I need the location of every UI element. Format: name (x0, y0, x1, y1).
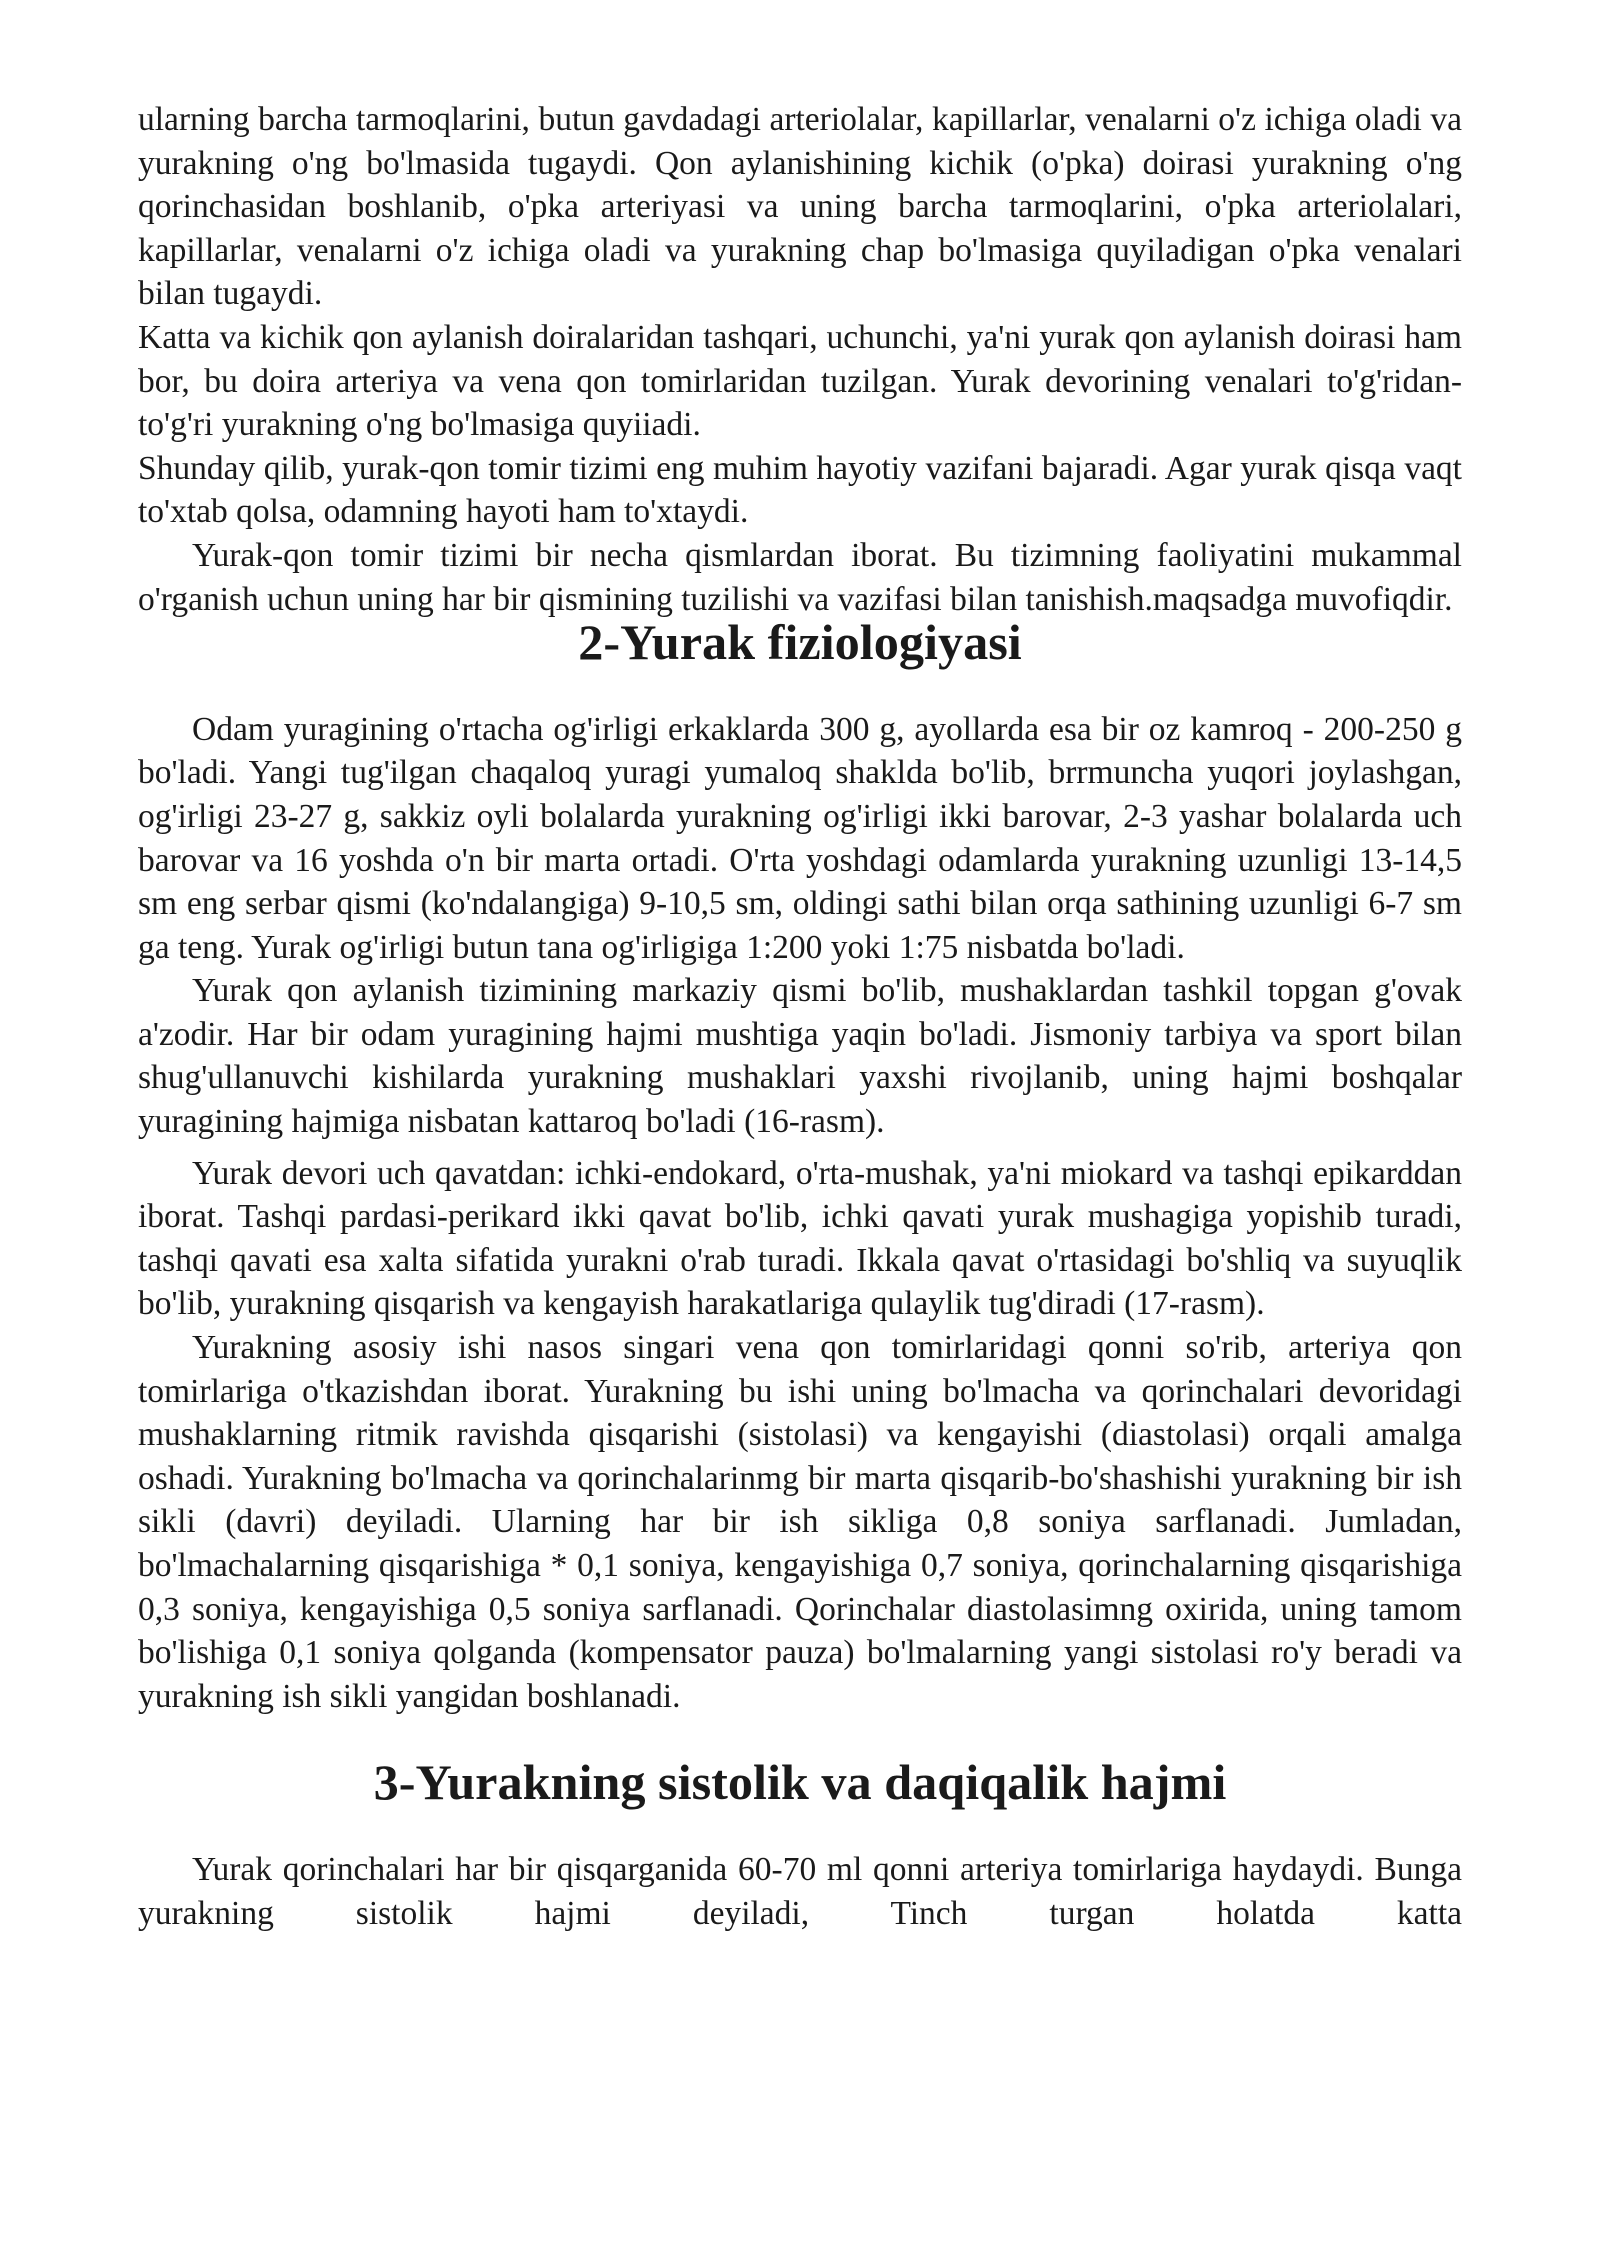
section-heading-heart-physiology: 2-Yurak fiziologiyasi (578, 614, 1022, 671)
heading-spacer (138, 665, 1462, 708)
paragraph-blood-circulation-circles: ularning barcha tarmoqlarini, butun gavdadagi arteriolalar, kapillarlar, venalarni o'z ichiga oladi va yurakning o'ng bo'lmasida tugaydi. Qon aylanishining kichik (o'pka) doirasi yurakning o'ng qorinchasidan boshlanib, o'pka arteriyasi va uning barcha tarmoqlarini, o'pka arteriolalari, kapillarlar, venalarni o'z ichiga oladi va yurakning chap bo'lmasiga quyiladigan o'pka venalari bilan tugaydi. (138, 101, 1462, 313)
heading-spacer (138, 1805, 1462, 1848)
paragraph-systolic-volume: Yurak qorinchalari har bir qisqarganida 60-70 ml qonni arteriya tomirlariga haydaydi. Bunga yurakning sistolik hajmi deyiladi, Tinch turgan holatda katta (138, 1850, 1462, 1932)
section-heading-systolic-volume: 3-Yurakning sistolik va daqiqalik hajmi (373, 1754, 1227, 1811)
paragraph-vital-function: Shunday qilib, yurak-qon tomir tizimi eng muhim hayotiy vazifani bajaradi. Agar yurak qisqa vaqt to'xtab qolsa, odamning hayoti ham to'xtaydi. (138, 449, 1462, 531)
paragraph-system-parts: Yurak-qon tomir tizimi bir necha qismlardan iborat. Bu tizimning faoliyatini mukammal o'rganish uchun uning har bir qismining tuzilishi va vazifasi bilan tanishish.maqsadga muvofiqdir. (138, 536, 1462, 618)
paragraph-heart-central-part: Yurak qon aylanish tizimining markaziy qismi bo'lib, mushaklardan tashkil topgan g'ovak a'zodir. Har bir odam yuragining hajmi mushtiga yaqin bo'ladi. Jismoniy tarbiya va sport bilan shug'ullanuvchi kishilarda yurakning mushaklari yaxshi rivojlanib, uning hajmi boshqalar yuragining hajmiga nisbatan kattaroq bo'ladi (16-rasm). (138, 972, 1462, 1141)
paragraph-third-circle: Katta va kichik qon aylanish doiralaridan tashqari, uchunchi, ya'ni yurak qon aylanish doirasi ham bor, bu doira arteriya va vena qon tomirlaridan tuzilgan. Yurak devorining venalari to'g'ridan-to'g'ri yurakning o'ng bo'lmasiga quyiiadi. (138, 318, 1462, 444)
paragraph-heart-pump-cycle: Yurakning asosiy ishi nasos singari vena qon tomirlaridagi qonni so'rib, arteriya qon tomirlariga o'tkazishdan iborat. Yurakning bu ishi uning bo'lmacha va qorinchalari devoridagi mushaklarning ritmik ravishda qisqarishi (sistolasi) va kengayishi (diastolasi) orqali amalga oshadi. Yurakning bo'lmacha va qorinchalarinmg bir marta qisqarib-bo'shashishi yurakning bir ish sikli (davri) deyiladi. Ularning har bir ish sikliga 0,8 soniya sarflanadi. Jumladan, bo'lmachalarning qisqarishiga * 0,1 soniya, kengayishiga 0,7 soniya, qorinchalarning qisqarishiga 0,3 soniya, kengayishiga 0,5 soniya sarflanadi. Qorinchalar diastolasimng oxirida, uning tamom bo'lishiga 0,1 soniya qolganda (kompensator pauza) bo'lmalarning yangi sistolasi ro'y beradi va yurakning ish sikli yangidan boshlanadi. (138, 1329, 1462, 1715)
paragraph-heart-weight: Odam yuragining o'rtacha og'irligi erkaklarda 300 g, ayollarda esa bir oz kamroq - 200-250 g bo'ladi. Yangi tug'ilgan chaqaloq yuragi yumaloq shakldа bo'lib, brrmuncha yuqori joylashgan, og'irligi 23-27 g, sakkiz oyli bolalarda yurakning og'irligi ikki barovar, 2-3 yashar bolalarda uch barovar va 16 yoshda o'n bir marta ortadi. O'rta yoshdagi odamlarda yurakning uzunligi 13-14,5 sm eng serbar qismi (ko'ndalangiga) 9-10,5 sm, oldingi sathi bilan orqa sathining uzunligi 6-7 sm ga teng. Yurak og'irligi butun tana og'irligiga 1:200 yoki 1:75 nisbatda bo'ladi. (138, 710, 1462, 966)
paragraph-heart-wall-layers: Yurak devori uch qavatdan: ichki-endokard, o'rta-mushak, ya'ni miokard va tashqi epikarddan iborat. Tashqi pardasi-perikard ikki qavat bo'lib, ichki qavati yurak mushagiga yopishib turadi, tashqi qavati esa xalta sifatida yurakni o'rab turadi. Ikkala qavat o'rtasidagi bo'shliq va suyuqlik bo'lib, yurakning qisqarish va kengayish harakatlariga qulaylik tug'diradi (17-rasm). (138, 1154, 1462, 1323)
document-page (138, 98, 1462, 1935)
